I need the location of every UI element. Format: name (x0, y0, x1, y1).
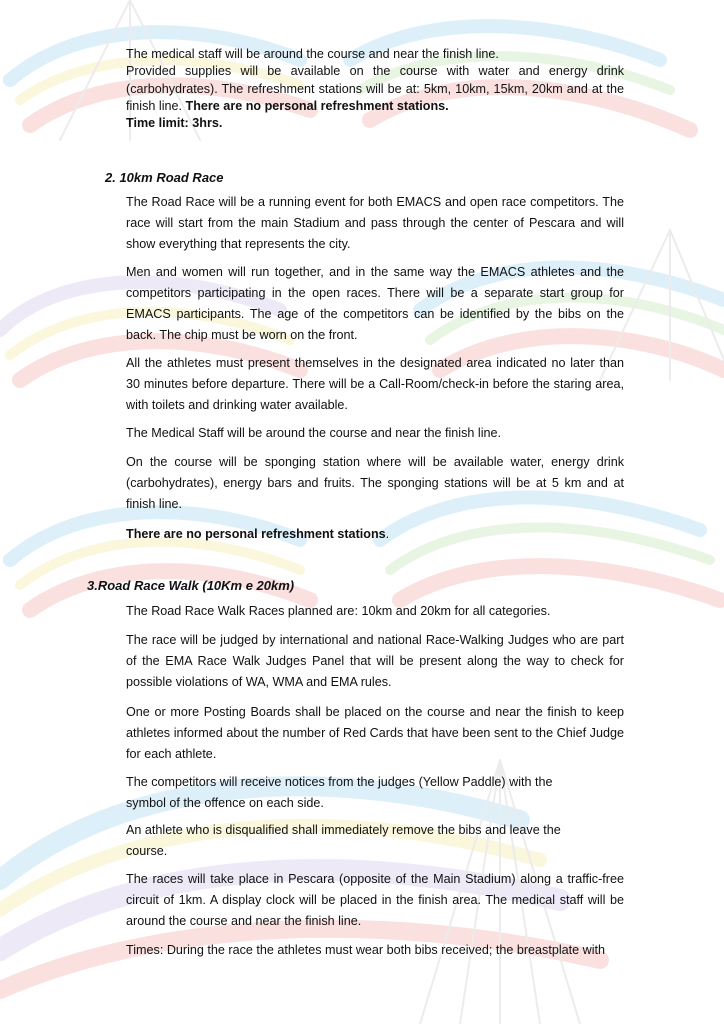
section3-paragraph-7: Times: During the race the athletes must wear both bibs received; the breastplate with (126, 943, 606, 957)
section-heading-road-race-walk: 3.Road Race Walk (10Km e 20km) (87, 578, 295, 593)
section3-paragraph-6: The races will take place in Pescara (opposite of the Main Stadium) along a traffic-free circuit of 1km. A display clock will be placed in the finish area. The medical staff will be around the course and near the finish line. (126, 872, 624, 928)
section2-paragraph-6 (126, 524, 624, 545)
section3-paragraph-3: One or more Posting Boards shall be placed on the course and near the finish to keep athletes informed about the number of Red Cards that have been sent to the Chief Judge for each athlete. (126, 705, 624, 761)
intro-medical-line: The medical staff will be around the course and near the finish line. (126, 47, 499, 61)
intro-no-stations: There are no personal refreshment stations. (185, 98, 449, 113)
section3-paragraph-1: The Road Race Walk Races planned are: 10km and 20km for all categories. (126, 604, 551, 618)
section-heading-10km-road-race: 2. 10km Road Race (105, 170, 224, 185)
section3-paragraph-2: The race will be judged by international and national Race-Walking Judges who are part of the EMA Race Walk Judges Panel that will be present along the way to check for possible violations of WA, WMA and EMA rules. (126, 633, 624, 689)
intro-time-limit (126, 115, 624, 132)
paragraph-4-line-1: The competitors will receive notices from the judges (Yellow Paddle) with the (126, 775, 553, 789)
section2-paragraph-5: On the course will be sponging station where will be available water, energy drink (carbohydrates), energy bars and fruits. The sponging stations will be at 5 km and at finish line. (126, 455, 624, 511)
intro-supplies (126, 63, 624, 115)
section2-paragraph-2: Men and women will run together, and in the same way the EMACS athletes and the competitors participating in the open races. There will be a separate start group for EMACS participants. The age of the competitors can be identified by the bibs on the back. The chip must be worn on the front. (126, 265, 624, 342)
section2-paragraph-3: All the athletes must present themselves in the designated area indicated no later than 30 minutes before departure. There will be a Call-Room/check-in before the staring area, with toilets and drinking water available. (126, 356, 624, 412)
intro-supplies-text: Provided supplies will be available on the course with water and energy drink (carbohydrates). The refreshment stations will be at: 5km, 10km, 15km, 20km and at the finish line. (126, 64, 624, 113)
paragraph-5-line-1: An athlete who is disqualified shall immediately remove the bibs and leave the (126, 823, 561, 837)
section2-paragraph-1: The Road Race will be a running event for both EMACS and open race competitors. The race will start from the main Stadium and pass through the center of Pescara and will show everything that represents the city. (126, 195, 624, 251)
section2-paragraph-4: The Medical Staff will be around the course and near the finish line. (126, 426, 502, 440)
section3-paragraph-4 (126, 772, 624, 814)
no-personal-stations: There are no personal refreshment stations (126, 527, 386, 541)
section3-paragraph-5 (126, 820, 624, 862)
paragraph-4-line-2: symbol of the offence on each side. (126, 796, 324, 810)
paragraph-5-line-2: course. (126, 844, 168, 858)
intro-block (126, 46, 624, 132)
period: . (385, 527, 390, 541)
time-limit-text: Time limit: 3hrs. (126, 116, 223, 131)
